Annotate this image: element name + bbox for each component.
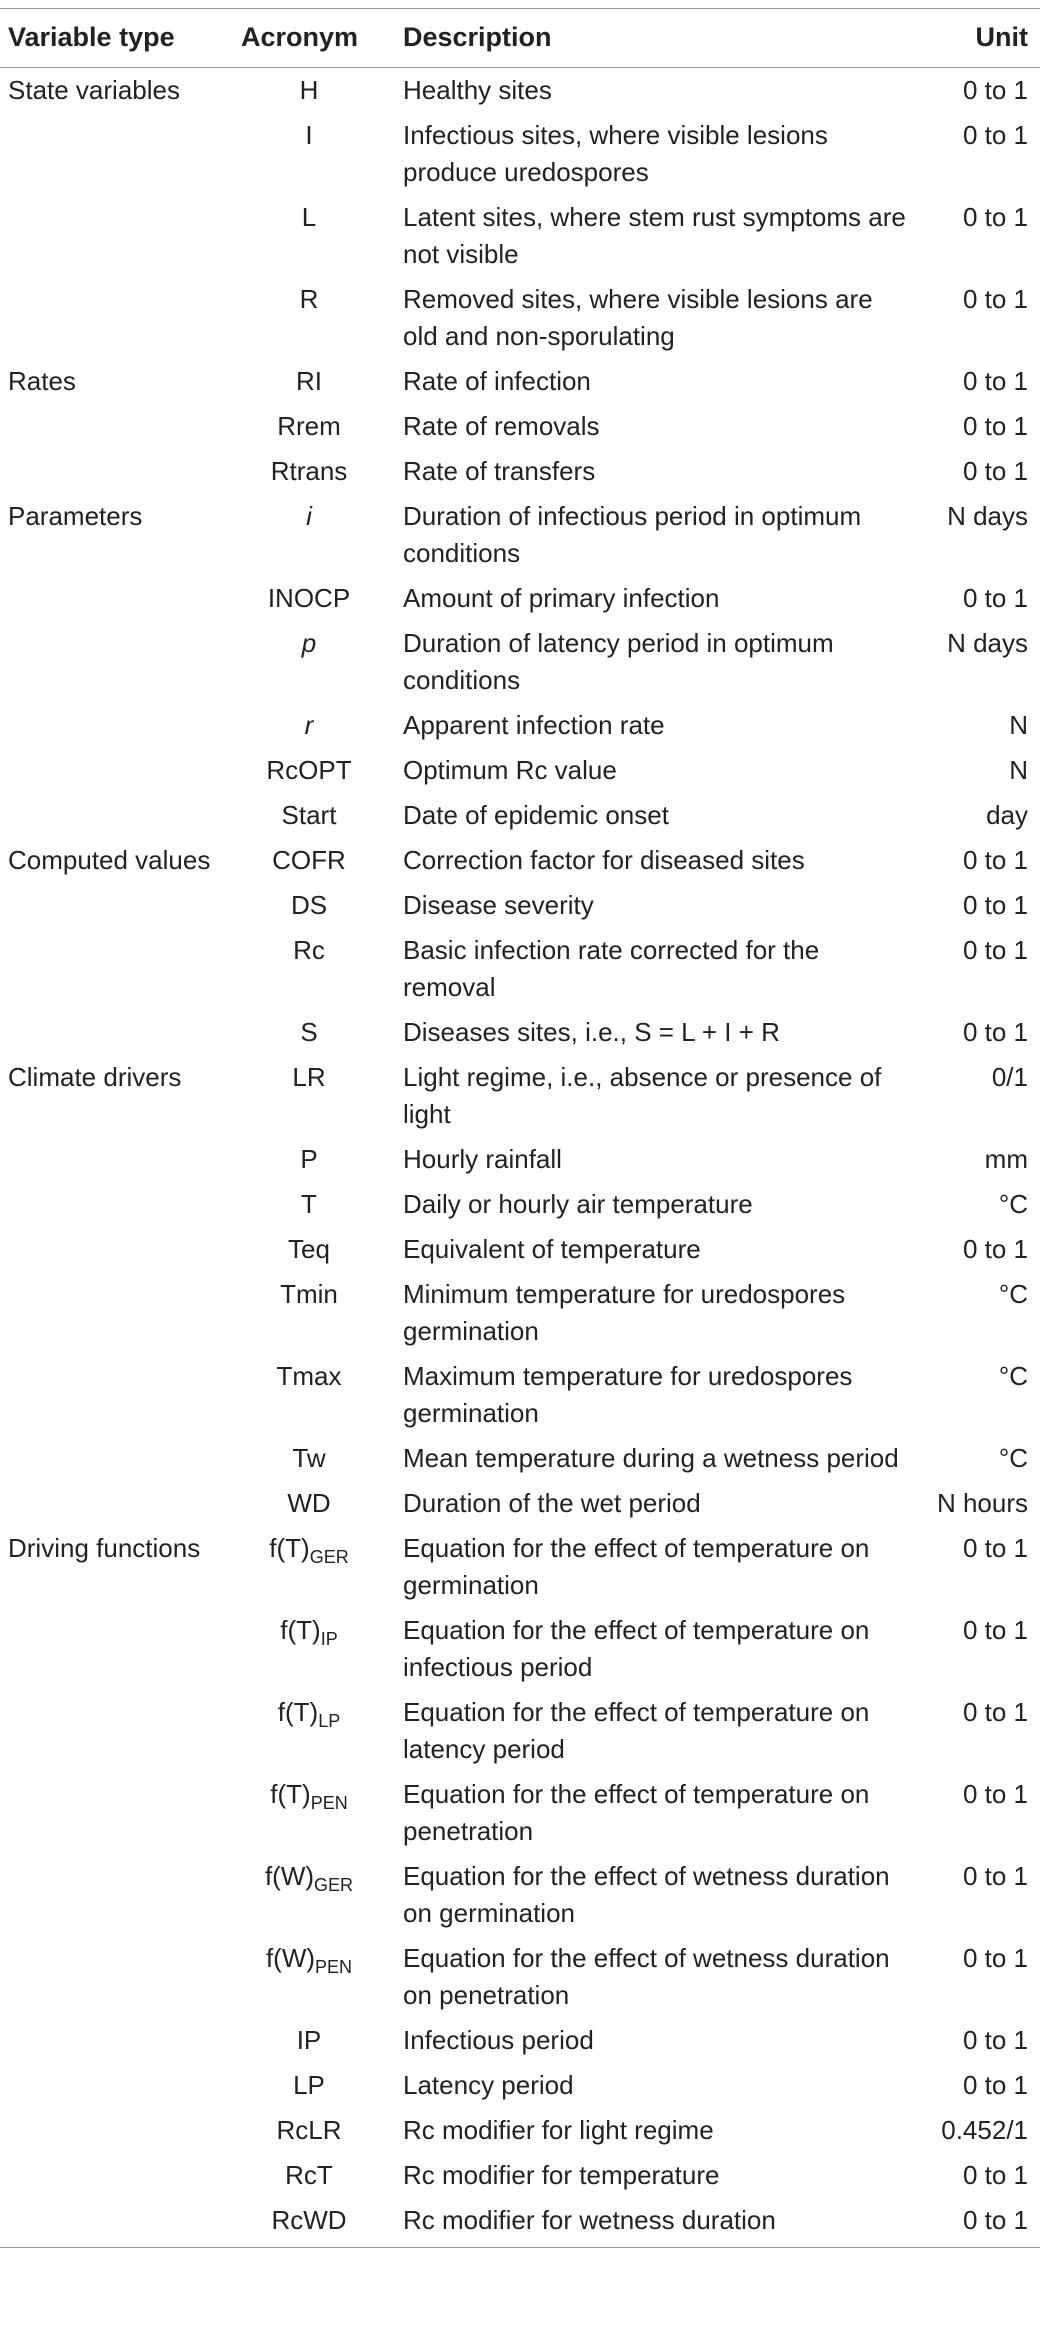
cell-description: Rate of transfers bbox=[403, 456, 596, 486]
cell-description: Equivalent of temperature bbox=[403, 1234, 701, 1264]
cell-acronym bbox=[235, 883, 395, 928]
cell-unit: 0 to 1 bbox=[962, 1234, 1028, 1264]
table-row bbox=[0, 359, 1040, 404]
cell-unit: 0.452/1 bbox=[941, 2115, 1028, 2145]
cell-description: Apparent infection rate bbox=[403, 710, 665, 740]
acronym-text: RI bbox=[296, 366, 322, 396]
table-row bbox=[0, 195, 1040, 277]
table-row bbox=[0, 2063, 1040, 2108]
cell-acronym bbox=[235, 277, 395, 359]
cell-description: Equation for the effect of wetness duration on penetration bbox=[403, 1943, 890, 2010]
cell-acronym bbox=[235, 113, 395, 195]
cell-unit: 0 to 1 bbox=[962, 2160, 1028, 2190]
cell-variable-type bbox=[0, 2063, 235, 2108]
table-row bbox=[0, 1182, 1040, 1227]
acronym-text: i bbox=[306, 501, 312, 531]
table-row bbox=[0, 883, 1040, 928]
cell-unit: 0 to 1 bbox=[962, 1017, 1028, 1047]
cell-unit: N hours bbox=[936, 1488, 1028, 1518]
cell-description: Rate of removals bbox=[403, 411, 600, 441]
cell-unit: N days bbox=[947, 628, 1028, 658]
cell-variable-type bbox=[0, 2108, 235, 2153]
cell-unit: mm bbox=[984, 1144, 1028, 1174]
table-row bbox=[0, 1354, 1040, 1436]
cell-acronym bbox=[235, 1936, 395, 2018]
cell-acronym bbox=[235, 359, 395, 404]
cell-variable-type bbox=[0, 113, 235, 195]
cell-acronym bbox=[235, 793, 395, 838]
cell-description: Amount of primary infection bbox=[403, 583, 720, 613]
cell-acronym bbox=[235, 68, 395, 114]
cell-description: Duration of infectious period in optimum conditions bbox=[403, 501, 862, 568]
table-row bbox=[0, 928, 1040, 1010]
cell-acronym bbox=[235, 1272, 395, 1354]
cell-acronym bbox=[235, 449, 395, 494]
cell-variable-type bbox=[0, 1772, 235, 1854]
acronym-subscript: GER bbox=[309, 1547, 349, 1567]
cell-unit: 0 to 1 bbox=[962, 411, 1028, 441]
table-row bbox=[0, 1854, 1040, 1936]
cell-description: Hourly rainfall bbox=[403, 1144, 562, 1174]
cell-unit: 0 to 1 bbox=[962, 935, 1028, 965]
acronym-text: RcLR bbox=[276, 2115, 342, 2145]
acronym-text: Rc bbox=[293, 935, 325, 965]
cell-unit: N days bbox=[947, 501, 1028, 531]
table-row bbox=[0, 1137, 1040, 1182]
table-row bbox=[0, 793, 1040, 838]
acronym-text: T bbox=[301, 1189, 317, 1219]
acronym-subscript: LP bbox=[318, 1711, 341, 1731]
acronym-text: f(T) bbox=[280, 1615, 321, 1645]
cell-variable-type bbox=[0, 277, 235, 359]
table-row bbox=[0, 1436, 1040, 1481]
cell-unit: °C bbox=[998, 1443, 1028, 1473]
table-header bbox=[0, 9, 1040, 68]
cell-variable-type bbox=[0, 1690, 235, 1772]
table-row bbox=[0, 1772, 1040, 1854]
acronym-subscript: PEN bbox=[310, 1793, 348, 1813]
table-row bbox=[0, 1526, 1040, 1608]
cell-unit: 0 to 1 bbox=[962, 456, 1028, 486]
cell-unit: °C bbox=[998, 1279, 1028, 1309]
cell-unit: 0 to 1 bbox=[962, 284, 1028, 314]
cell-unit: 0 to 1 bbox=[962, 1697, 1028, 1727]
cell-acronym bbox=[235, 1854, 395, 1936]
cell-variable-type: Parameters bbox=[8, 501, 143, 531]
cell-description: Minimum temperature for uredospores germination bbox=[403, 1279, 846, 1346]
cell-description: Rc modifier for wetness duration bbox=[403, 2205, 776, 2235]
acronym-text: H bbox=[299, 75, 319, 105]
acronym-text: LP bbox=[293, 2070, 325, 2100]
cell-unit: 0 to 1 bbox=[962, 366, 1028, 396]
cell-acronym bbox=[235, 1182, 395, 1227]
acronym-text: f(T) bbox=[269, 1533, 310, 1563]
table-row bbox=[0, 576, 1040, 621]
acronym-subscript: IP bbox=[320, 1629, 338, 1649]
acronym-text: Tmin bbox=[280, 1279, 338, 1309]
cell-acronym bbox=[235, 1481, 395, 1526]
cell-description: Daily or hourly air temperature bbox=[403, 1189, 753, 1219]
cell-variable-type bbox=[0, 1227, 235, 1272]
cell-description: Disease severity bbox=[403, 890, 594, 920]
cell-description: Basic infection rate corrected for the removal bbox=[403, 935, 820, 1002]
header-description: Description bbox=[395, 9, 915, 68]
cell-description: Rc modifier for light regime bbox=[403, 2115, 714, 2145]
cell-unit: 0 to 1 bbox=[962, 1533, 1028, 1563]
cell-unit: 0 to 1 bbox=[962, 583, 1028, 613]
cell-variable-type bbox=[0, 2018, 235, 2063]
acronym-text: R bbox=[299, 284, 319, 314]
cell-description: Latency period bbox=[403, 2070, 574, 2100]
cell-unit: 0 to 1 bbox=[962, 1861, 1028, 1891]
table-row bbox=[0, 703, 1040, 748]
cell-variable-type bbox=[0, 1436, 235, 1481]
table-row bbox=[0, 1055, 1040, 1137]
table-row bbox=[0, 1608, 1040, 1690]
cell-variable-type bbox=[0, 576, 235, 621]
cell-variable-type: State variables bbox=[8, 75, 180, 105]
cell-variable-type bbox=[0, 748, 235, 793]
table-row bbox=[0, 1690, 1040, 1772]
acronym-text: Rrem bbox=[277, 411, 341, 441]
acronym-text: Start bbox=[281, 800, 337, 830]
cell-acronym bbox=[235, 1772, 395, 1854]
cell-acronym bbox=[235, 621, 395, 703]
cell-variable-type bbox=[0, 793, 235, 838]
cell-unit: 0 to 1 bbox=[962, 890, 1028, 920]
cell-description: Date of epidemic onset bbox=[403, 800, 669, 830]
cell-acronym bbox=[235, 404, 395, 449]
cell-acronym bbox=[235, 2153, 395, 2198]
table-row bbox=[0, 2153, 1040, 2198]
acronym-text: IP bbox=[296, 2025, 322, 2055]
acronym-subscript: GER bbox=[314, 1875, 354, 1895]
cell-variable-type bbox=[0, 2198, 235, 2248]
cell-acronym bbox=[235, 1137, 395, 1182]
cell-unit: °C bbox=[998, 1189, 1028, 1219]
table-row bbox=[0, 68, 1040, 114]
acronym-text: P bbox=[300, 1144, 318, 1174]
table-row bbox=[0, 2108, 1040, 2153]
cell-unit: N bbox=[1009, 710, 1028, 740]
acronym-text: I bbox=[305, 120, 313, 150]
cell-variable-type: Climate drivers bbox=[8, 1062, 182, 1092]
table-row bbox=[0, 113, 1040, 195]
cell-unit: 0 to 1 bbox=[962, 120, 1028, 150]
cell-acronym bbox=[235, 703, 395, 748]
cell-unit: 0/1 bbox=[991, 1062, 1028, 1092]
table-row bbox=[0, 838, 1040, 883]
acronym-text: DS bbox=[290, 890, 328, 920]
acronym-text: Tw bbox=[292, 1443, 326, 1473]
cell-variable-type bbox=[0, 703, 235, 748]
cell-variable-type bbox=[0, 621, 235, 703]
table-row bbox=[0, 277, 1040, 359]
acronym-text: S bbox=[300, 1017, 318, 1047]
cell-unit: day bbox=[986, 800, 1028, 830]
cell-variable-type bbox=[0, 1182, 235, 1227]
cell-description: Maximum temperature for uredospores germination bbox=[403, 1361, 853, 1428]
cell-unit: 0 to 1 bbox=[962, 202, 1028, 232]
table-row bbox=[0, 748, 1040, 793]
cell-description: Removed sites, where visible lesions are old and non-sporulating bbox=[403, 284, 873, 351]
variables-table bbox=[0, 8, 1040, 2248]
cell-description: Duration of the wet period bbox=[403, 1488, 701, 1518]
acronym-subscript: PEN bbox=[315, 1957, 353, 1977]
table-row bbox=[0, 449, 1040, 494]
cell-variable-type bbox=[0, 1608, 235, 1690]
cell-description: Healthy sites bbox=[403, 75, 552, 105]
cell-unit: 0 to 1 bbox=[962, 1943, 1028, 1973]
acronym-text: f(T) bbox=[270, 1779, 311, 1809]
cell-description: Equation for the effect of wetness duration on germination bbox=[403, 1861, 890, 1928]
cell-description: Equation for the effect of temperature on germination bbox=[403, 1533, 870, 1600]
cell-acronym bbox=[235, 1010, 395, 1055]
cell-unit: 0 to 1 bbox=[962, 845, 1028, 875]
cell-acronym bbox=[235, 2018, 395, 2063]
cell-unit: 0 to 1 bbox=[962, 1615, 1028, 1645]
table-row bbox=[0, 1010, 1040, 1055]
cell-description: Light regime, i.e., absence or presence of light bbox=[403, 1062, 882, 1129]
cell-unit: °C bbox=[998, 1361, 1028, 1391]
acronym-text: RcOPT bbox=[266, 755, 352, 785]
cell-variable-type bbox=[0, 2153, 235, 2198]
acronym-text: RcT bbox=[285, 2160, 333, 2190]
acronym-text: f(W) bbox=[264, 1861, 315, 1891]
cell-description: Diseases sites, i.e., S = L + I + R bbox=[403, 1017, 780, 1047]
header-row bbox=[0, 9, 1040, 68]
cell-variable-type bbox=[0, 1936, 235, 2018]
cell-description: Rate of infection bbox=[403, 366, 591, 396]
cell-description: Latent sites, where stem rust symptoms are not visible bbox=[403, 202, 906, 269]
cell-variable-type bbox=[0, 1854, 235, 1936]
acronym-text: p bbox=[301, 628, 317, 658]
cell-acronym bbox=[235, 2063, 395, 2108]
cell-variable-type bbox=[0, 404, 235, 449]
table-body bbox=[0, 68, 1040, 2248]
cell-description: Infectious sites, where visible lesions produce uredospores bbox=[403, 120, 828, 187]
table-row bbox=[0, 2198, 1040, 2248]
cell-description: Mean temperature during a wetness period bbox=[403, 1443, 899, 1473]
cell-description: Rc modifier for temperature bbox=[403, 2160, 720, 2190]
cell-description: Infectious period bbox=[403, 2025, 594, 2055]
cell-unit: 0 to 1 bbox=[962, 75, 1028, 105]
table-row bbox=[0, 2018, 1040, 2063]
cell-unit: 0 to 1 bbox=[962, 1779, 1028, 1809]
cell-variable-type bbox=[0, 1272, 235, 1354]
cell-description: Equation for the effect of temperature on latency period bbox=[403, 1697, 870, 1764]
cell-variable-type bbox=[0, 1354, 235, 1436]
cell-acronym bbox=[235, 2108, 395, 2153]
table-row bbox=[0, 404, 1040, 449]
table-row bbox=[0, 1936, 1040, 2018]
acronym-text: COFR bbox=[272, 845, 346, 875]
acronym-text: INOCP bbox=[267, 583, 351, 613]
table-row bbox=[0, 621, 1040, 703]
header-acronym: Acronym bbox=[235, 9, 395, 68]
cell-variable-type bbox=[0, 195, 235, 277]
cell-acronym bbox=[235, 576, 395, 621]
cell-acronym bbox=[235, 1354, 395, 1436]
cell-variable-type bbox=[0, 883, 235, 928]
cell-description: Correction factor for diseased sites bbox=[403, 845, 805, 875]
cell-variable-type bbox=[0, 1481, 235, 1526]
cell-unit: 0 to 1 bbox=[962, 2070, 1028, 2100]
cell-variable-type bbox=[0, 1010, 235, 1055]
acronym-text: Rtrans bbox=[270, 456, 348, 486]
acronym-text: Tmax bbox=[276, 1361, 342, 1391]
table-row bbox=[0, 494, 1040, 576]
cell-acronym bbox=[235, 1436, 395, 1481]
cell-acronym bbox=[235, 838, 395, 883]
acronym-text: RcWD bbox=[271, 2205, 347, 2235]
acronym-text: WD bbox=[287, 1488, 331, 1518]
cell-variable-type: Computed values bbox=[8, 845, 211, 875]
acronym-text: f(T) bbox=[277, 1697, 319, 1727]
acronym-text: Teq bbox=[288, 1234, 330, 1264]
cell-variable-type: Rates bbox=[8, 366, 76, 396]
cell-description: Equation for the effect of temperature on penetration bbox=[403, 1779, 870, 1846]
cell-variable-type bbox=[0, 449, 235, 494]
cell-acronym bbox=[235, 1227, 395, 1272]
acronym-text: LR bbox=[292, 1062, 326, 1092]
acronym-text: f(W) bbox=[265, 1943, 316, 1973]
cell-unit: N bbox=[1009, 755, 1028, 785]
cell-unit: 0 to 1 bbox=[962, 2025, 1028, 2055]
cell-acronym bbox=[235, 2198, 395, 2248]
cell-unit: 0 to 1 bbox=[962, 2205, 1028, 2235]
cell-acronym bbox=[235, 195, 395, 277]
cell-variable-type bbox=[0, 928, 235, 1010]
cell-variable-type: Driving functions bbox=[8, 1533, 201, 1563]
header-variable-type: Variable type bbox=[0, 9, 235, 68]
cell-description: Duration of latency period in optimum conditions bbox=[403, 628, 834, 695]
acronym-text: L bbox=[301, 202, 317, 232]
cell-variable-type bbox=[0, 1137, 235, 1182]
cell-acronym bbox=[235, 1690, 395, 1772]
acronym-text: r bbox=[304, 710, 314, 740]
cell-acronym bbox=[235, 1608, 395, 1690]
table-row bbox=[0, 1481, 1040, 1526]
cell-description: Equation for the effect of temperature on infectious period bbox=[403, 1615, 870, 1682]
cell-acronym bbox=[235, 1055, 395, 1137]
header-unit: Unit bbox=[915, 9, 1040, 68]
cell-acronym bbox=[235, 494, 395, 576]
cell-acronym bbox=[235, 928, 395, 1010]
cell-acronym bbox=[235, 1526, 395, 1608]
table-row bbox=[0, 1227, 1040, 1272]
cell-acronym bbox=[235, 748, 395, 793]
cell-description: Optimum Rc value bbox=[403, 755, 617, 785]
table-row bbox=[0, 1272, 1040, 1354]
